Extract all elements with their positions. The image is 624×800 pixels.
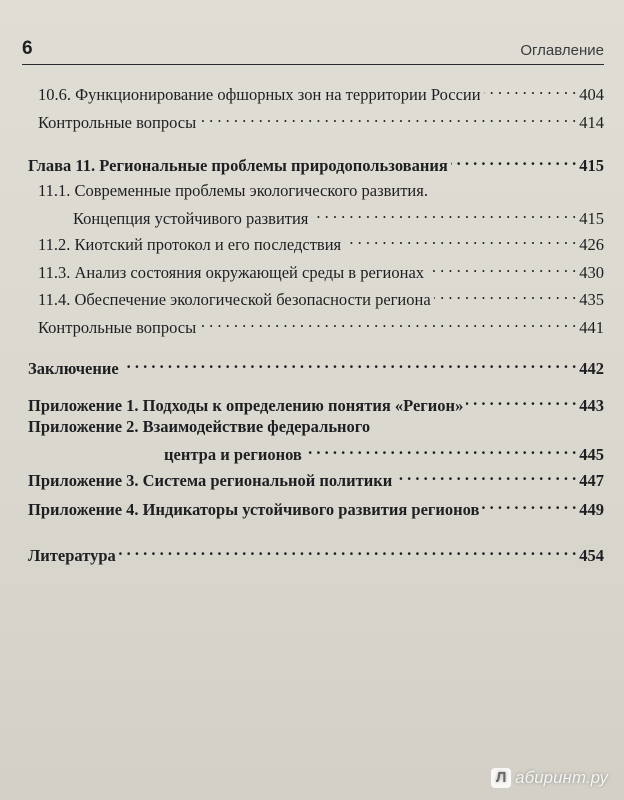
toc-entry-appendix-2 bbox=[28, 416, 604, 466]
toc-entry-page: 443 bbox=[579, 396, 604, 415]
toc-entry-title-line1: 11.1. Современные проблемы экологического развития. bbox=[38, 181, 428, 200]
toc-entry-title: центра и регионов bbox=[164, 445, 302, 464]
toc-entry-11-4 bbox=[28, 283, 604, 311]
toc-entry-11-1 bbox=[28, 180, 604, 230]
toc-entry-literature bbox=[28, 539, 604, 567]
toc-entry-title: Концепция устойчивого развития bbox=[73, 209, 309, 228]
toc-entry-title: Приложение 4. Индикаторы устойчивого развития регионов bbox=[28, 500, 480, 519]
toc-entry-10-6 bbox=[28, 78, 604, 106]
toc-entry-title-line1: Приложение 2. Взаимодействие федерального bbox=[28, 417, 371, 436]
toc-entry-11-2 bbox=[28, 228, 604, 256]
toc-entry-page: 454 bbox=[579, 546, 604, 565]
toc-entry-title: 11.3. Анализ состояния окружающей среды в регионах bbox=[38, 263, 425, 282]
toc-entry-title: 11.2. Киотский протокол и его последствия bbox=[38, 235, 342, 254]
toc-entry-page: 447 bbox=[579, 471, 604, 490]
dot-leader bbox=[434, 283, 577, 305]
toc-entry-page: 430 bbox=[579, 263, 604, 282]
dot-leader bbox=[395, 464, 576, 486]
toc-entry-chapter-11 bbox=[28, 149, 604, 177]
watermark-text: абиринт.ру bbox=[515, 768, 608, 787]
toc-entry-11-3 bbox=[28, 256, 604, 284]
labirint-logo-icon: Л bbox=[491, 768, 511, 788]
running-title: Оглавление bbox=[520, 42, 604, 59]
dot-leader bbox=[451, 149, 576, 171]
dot-leader bbox=[466, 389, 576, 411]
page-number: 6 bbox=[22, 38, 33, 59]
toc-entry-page: 426 bbox=[579, 235, 604, 254]
toc-entry-title: Глава 11. Региональные проблемы природопользования bbox=[28, 156, 448, 175]
dot-leader bbox=[199, 106, 576, 128]
toc-entry-page: 414 bbox=[579, 113, 604, 132]
toc-entry-title: Контрольные вопросы bbox=[38, 113, 197, 132]
toc-entry-title: 11.4. Обеспечение экологической безопасности региона bbox=[38, 290, 431, 309]
dot-leader bbox=[344, 228, 576, 250]
dot-leader bbox=[427, 256, 576, 278]
toc-entry-page: 442 bbox=[579, 359, 604, 378]
toc-entry-title: 10.6. Функционирование офшорных зон на территории России bbox=[38, 85, 481, 104]
toc-entry-conclusion bbox=[28, 352, 604, 380]
toc-entry-page: 415 bbox=[579, 209, 604, 228]
toc-entry-appendix-4 bbox=[28, 493, 604, 521]
toc-entry-page: 404 bbox=[579, 85, 604, 104]
toc-entry-page: 445 bbox=[579, 445, 604, 464]
toc-entry-title: Приложение 3. Система региональной политики bbox=[28, 471, 393, 490]
toc-entry-page: 435 bbox=[579, 290, 604, 309]
toc-entry-title: Заключение bbox=[28, 359, 119, 378]
dot-leader bbox=[305, 438, 576, 460]
toc-entry-page: 415 bbox=[579, 156, 604, 175]
toc-entry-page: 449 bbox=[579, 500, 604, 519]
toc-entry-questions-11 bbox=[28, 311, 604, 339]
toc-entry-appendix-1 bbox=[28, 389, 604, 417]
labirint-watermark bbox=[491, 768, 608, 788]
page-header bbox=[22, 38, 604, 65]
dot-leader bbox=[122, 352, 577, 374]
toc-entry-title: Литература bbox=[28, 546, 116, 565]
toc-entry-title: Приложение 1. Подходы к определению понятия «Регион» bbox=[28, 396, 464, 415]
toc-entry-questions-10 bbox=[28, 106, 604, 134]
toc-entry-appendix-3 bbox=[28, 464, 604, 492]
toc-entry-title: Контрольные вопросы bbox=[38, 318, 197, 337]
dot-leader bbox=[484, 78, 577, 100]
dot-leader bbox=[199, 311, 576, 333]
dot-leader bbox=[119, 539, 576, 561]
toc-entry-page: 441 bbox=[579, 318, 604, 337]
dot-leader bbox=[311, 202, 576, 224]
dot-leader bbox=[482, 493, 576, 515]
